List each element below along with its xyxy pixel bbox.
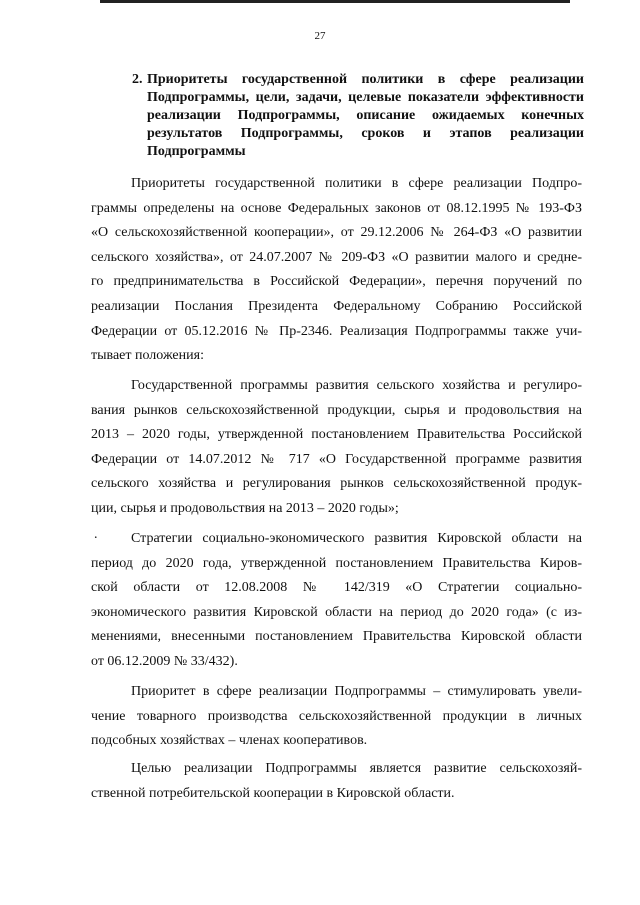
- text-line: от 06.12.2009 № 33/432).: [91, 653, 238, 669]
- page-number: 27: [314, 30, 326, 42]
- text-line: Приоритет в сфере реализации Подпрограммы – стимулировать увели-: [131, 684, 582, 699]
- text-line: тывает положения:: [91, 348, 204, 364]
- text-line: ственной потребительской кооперации в Кировской области.: [91, 785, 455, 801]
- text-line: сельского хозяйства и регулирования рынков сельскохозяйственной продук-: [91, 476, 582, 492]
- bullet-mark: .: [94, 527, 98, 542]
- text-line: граммы определены на основе Федеральных законов от 08.12.1995 № 193-ФЗ: [91, 200, 582, 216]
- text-line: Федерации от 05.12.2016 № Пр-2346. Реализация Подпрограммы также учи-: [91, 323, 582, 339]
- text-line: ской области от 12.08.2008 № 142/319 «О Стратегии социально-: [91, 580, 582, 596]
- heading-line: Приоритеты государственной политики в сфере реализации: [147, 72, 584, 87]
- text-line: го предпринимательства в Российской Федерации», перечня поручений по: [91, 274, 582, 290]
- paragraph-priority: [91, 680, 582, 754]
- text-line: Приоритеты государственной политики в сфере реализации Подпро-: [131, 176, 582, 191]
- section-number: 2.: [132, 72, 143, 87]
- text-line: подсобных хозяйствах – членах кооперативов.: [91, 733, 368, 749]
- text-line: «О сельскохозяйственной кооперации», от 29.12.2006 № 264-ФЗ «О развитии: [91, 225, 582, 241]
- section-heading: [132, 71, 584, 161]
- heading-line: Подпрограммы: [147, 144, 246, 159]
- heading-line: результатов Подпрограммы, сроков и этапов реализации: [147, 126, 584, 141]
- text-line: экономического развития Кировской области на период до 2020 года» (с из-: [91, 604, 582, 620]
- text-line: Государственной программы развития сельского хозяйства и регулиро-: [131, 378, 582, 393]
- text-line: менениями, внесенными постановлением Правительства Кировской области: [91, 629, 582, 645]
- heading-line: Подпрограммы, цели, задачи, целевые показатели эффективности: [147, 90, 584, 105]
- text-line: Стратегии социально-экономического развития Кировской области на: [131, 531, 582, 546]
- text-line: Федерации от 14.07.2012 № 717 «О Государственной программе развития: [91, 451, 582, 467]
- text-line: сельского хозяйства», от 24.07.2007 № 209-ФЗ «О развитии малого и средне-: [91, 249, 582, 265]
- text-line: чение товарного производства сельскохозяйственной продукции в личных: [91, 708, 582, 724]
- paragraph-state-program: [91, 374, 582, 522]
- text-line: вания рынков сельскохозяйственной продукции, сырья и продовольствия на: [91, 402, 582, 418]
- text-line: 2013 – 2020 годы, утвержденной постановлением Правительства Российской: [91, 427, 582, 443]
- paragraph-goal: [91, 757, 582, 806]
- paragraph-priorities: [91, 172, 582, 369]
- paragraph-strategy: [91, 527, 582, 675]
- text-line: период до 2020 года, утвержденной постановлением Правительства Киров-: [91, 555, 582, 571]
- heading-line: реализации Подпрограммы, описание ожидаемых конечных: [147, 108, 584, 123]
- text-line: ции, сырья и продовольствия на 2013 – 2020 годы»;: [91, 500, 399, 516]
- text-line: Целью реализации Подпрограммы является развитие сельскохозяй-: [131, 761, 582, 776]
- top-border-line: [100, 0, 570, 3]
- text-line: реализации Послания Президента Федеральному Собранию Российской: [91, 298, 582, 314]
